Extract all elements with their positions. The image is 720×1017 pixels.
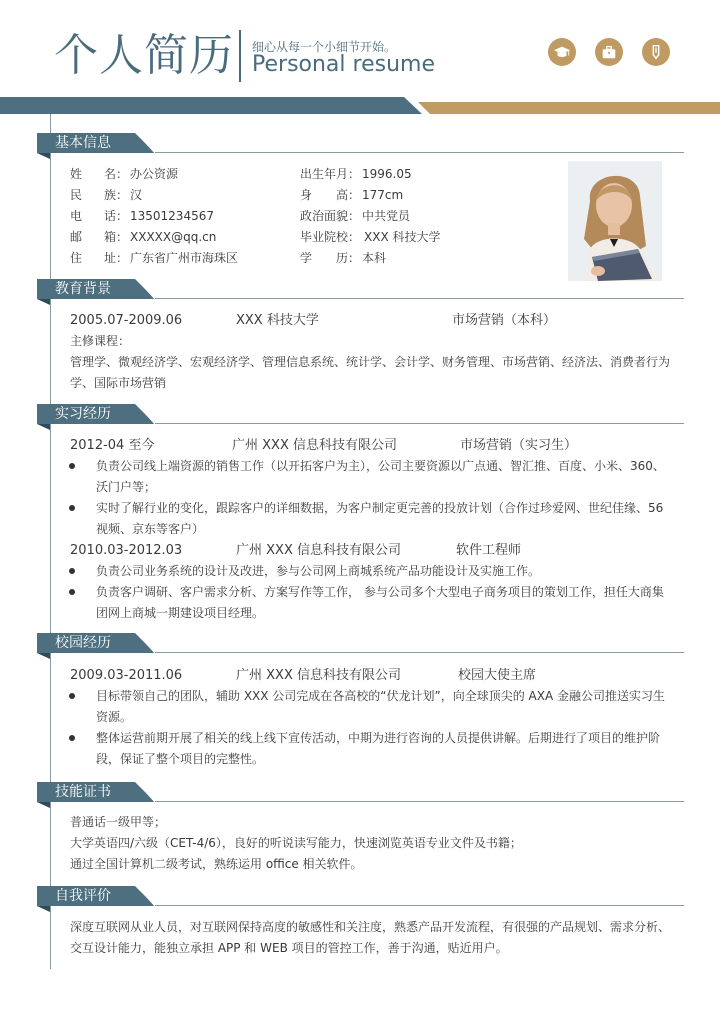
section-title: 实习经历 [55,406,111,422]
field-label: 政治面貌： [300,209,361,223]
field-label: 民 [70,188,83,202]
self-evaluation-text: 深度互联网从业人员，对互联网保持高度的敏感性和关注度，熟悉产品开发流程，有很强的产品规划、需求分析、交互设计能力，能独立承担 APP 和 WEB 项目的管控工作，善于沟通，贴近用户。 [70,920,671,955]
bullet-dot [69,589,75,595]
courses-list: 管理学、微观经济学、宏观经济学、管理信息系统、统计学、会计学、财务管理、市场营销、经济法、消费者行为学、国际市场营销 [70,355,671,390]
title-divider [239,30,241,82]
bullet-dot [69,505,75,511]
campus-bullet: 目标带领自己的团队，辅助 XXX 公司完成在各高校的“伏龙计划”，向全球顶尖的 AXA 金融公司推送实习生资源。 [96,689,665,724]
section-title: 技能证书 [55,784,111,800]
field-value-school: XXX 科技大学 [364,230,441,244]
graduation-cap-icon [548,38,576,66]
field-value-birth: 1996.05 [362,167,412,181]
bullet-dot [69,463,75,469]
field-label: 身 高： [300,188,361,202]
field-label: 住 [70,251,83,265]
timeline-vertical-line [50,114,51,969]
field-label: 址： [104,251,129,265]
bullet-dot [69,693,75,699]
section-title: 基本信息 [55,135,111,151]
field-label: 名： [104,167,129,181]
field-value-political: 中共党员 [362,209,411,223]
profile-photo [568,161,662,281]
section-header-skills [37,782,684,804]
field-value-ethnicity: 汉 [130,188,143,202]
title-english: Personal resume [252,52,435,77]
section-header-education [37,279,684,301]
courses-label: 主修课程： [70,334,131,348]
campus-bullet: 整体运营前期开展了相关的线上线下宣传活动，中期为进行咨询的人员提供讲解。后期进行了项目的维护阶段，保证了整个项目的完整性。 [96,731,661,766]
section-title: 自我评价 [55,888,111,904]
field-label: 出生年月： [300,167,361,181]
skill-line: 大学英语四/六级（CET-4/6），良好的听说读写能力，快速浏览英语专业文件及书籍； [70,836,522,850]
field-label: 毕业院校： [300,230,361,244]
campus-role: 校园大使主席 [458,668,537,683]
title-chinese: 个人简历 [54,30,234,81]
field-label: 箱： [104,230,129,244]
stripes-decoration [133,633,163,653]
skill-line: 普通话一级甲等； [70,815,167,829]
subtitle: 细心从每一个小细节开始。 [252,40,397,54]
header-band-gold [418,102,720,114]
job-company: 广州 XXX 信息科技有限公司 [236,543,401,558]
job-period: 2012-04 至今 [70,438,155,453]
education-school: XXX 科技大学 [236,313,319,328]
education-major: 市场营销（本科） [452,313,557,328]
field-value-address: 广东省广州市海珠区 [130,251,239,265]
briefcase-icon [595,38,623,66]
job-role: 市场营销（实习生） [460,438,578,453]
job-company: 广州 XXX 信息科技有限公司 [232,438,397,453]
job-bullet: 负责公司业务系统的设计及改进，参与公司网上商城系统产品功能设计及实施工作。 [96,564,541,578]
stripes-decoration [133,404,163,424]
field-value-name: 办公资源 [130,167,179,181]
field-label: 族： [104,188,129,202]
campus-period: 2009.03-2011.06 [70,668,183,683]
stripes-decoration [133,133,163,153]
skill-line: 通过全国计算机二级考试，熟练运用 office 相关软件。 [70,857,363,871]
bullet-dot [69,735,75,741]
field-label: 邮 [70,230,83,244]
campus-company: 广州 XXX 信息科技有限公司 [236,668,401,683]
section-header-basic-info [37,133,684,155]
job-bullet: 负责客户调研、客户需求分析、方案写作等工作， 参与公司多个大型电子商务项目的策划工作，担任大商集团网上商城一期建设项目经理。 [96,585,664,620]
stripes-decoration [133,886,163,906]
job-period: 2010.03-2012.03 [70,543,183,558]
section-title: 教育背景 [55,281,111,297]
stripes-decoration [133,782,163,802]
section-header-internship [37,404,684,426]
pencil-icon [642,38,670,66]
job-role: 软件工程师 [456,543,522,558]
section-header-self-evaluation [37,886,684,908]
header-icons [548,38,670,66]
field-value-degree: 本科 [362,251,387,265]
job-bullet: 负责公司线上端资源的销售工作（以开拓客户为主），公司主要资源以广点通、智汇推、百度、小米、360、沃门户等； [96,459,665,494]
section-header-campus [37,633,684,655]
job-bullet: 实时了解行业的变化，跟踪客户的详细数据，为客户制定更完善的投放计划（合作过珍爱网、世纪佳缘、56 视频、京东等客户） [96,501,664,536]
field-label: 姓 [70,167,83,181]
bullet-dot [69,568,75,574]
field-label: 学 历： [300,251,361,265]
field-label: 电 [70,209,83,223]
field-value-phone: 13501234567 [130,209,214,223]
field-value-height: 177cm [362,188,404,202]
education-period: 2005.07-2009.06 [70,313,183,328]
field-value-email: XXXXX@qq.cn [130,230,217,244]
header-band-blue [0,97,422,114]
stripes-decoration [133,279,163,299]
section-title: 校园经历 [55,635,111,651]
field-label: 话： [104,209,129,223]
